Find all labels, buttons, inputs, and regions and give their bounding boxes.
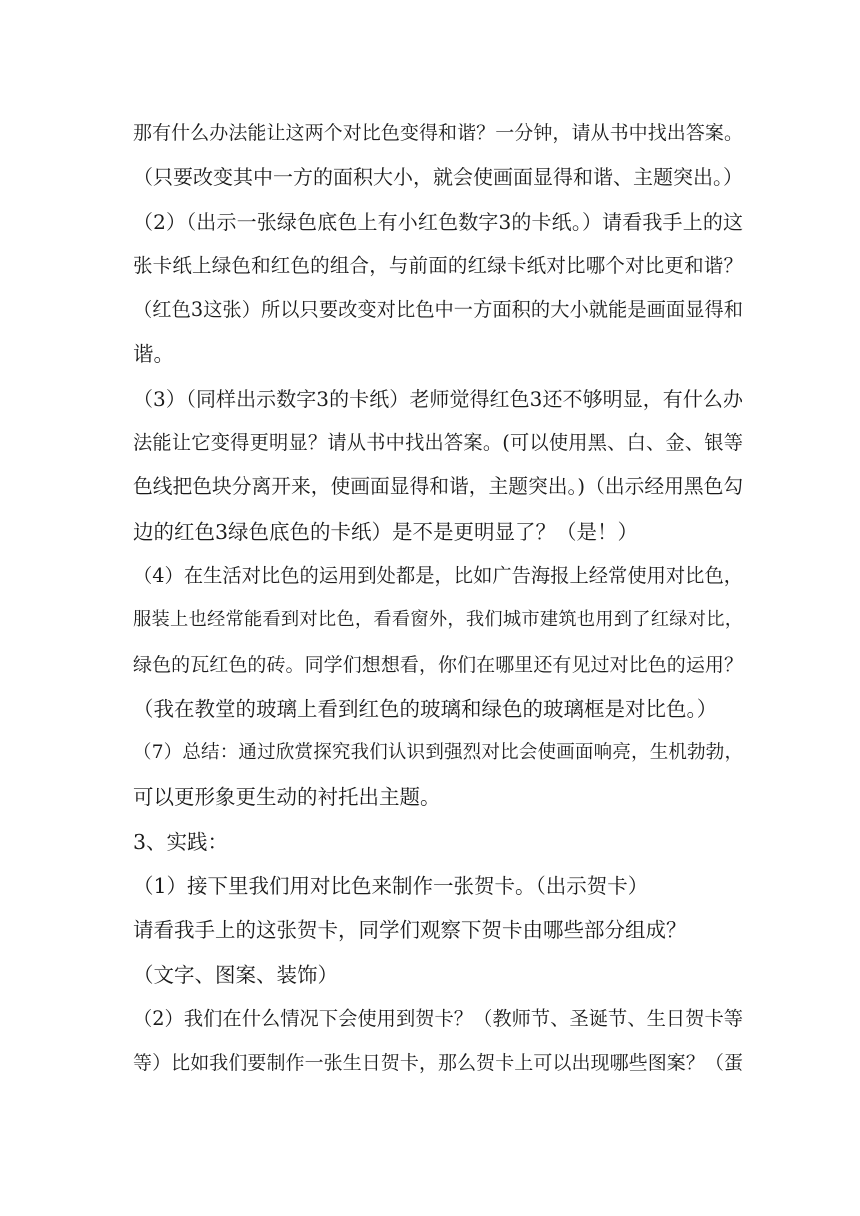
text-line: 绿色的瓦红色的砖。同学们想想看，你们在哪里还有见过对比色的运用？: [133, 653, 743, 676]
text-line: 色线把色块分离开来，使画面显得和谐，主题突出。)（出示经用黑色勾: [133, 475, 744, 499]
text-line: （文字、图案、装饰）: [133, 962, 338, 987]
text-line: （3）（同样出示数字3的卡纸）老师觉得红色3还不够明显，有什么办: [133, 386, 743, 411]
lesson-plan-text: [133, 111, 743, 1086]
text-line: （2）我们在什么情况下会使用到贺卡？（教师节、圣诞节、生日贺卡等: [133, 1006, 743, 1030]
text-line: 请看我手上的这张贺卡，同学们观察下贺卡由哪些部分组成？: [133, 918, 687, 943]
text-line: （4）在生活对比色的运用到处都是，比如广告海报上经常使用对比色，: [133, 563, 743, 587]
text-line: 3、实践：: [133, 829, 229, 854]
text-line: （2）（出示一张绿色底色上有小红色数字3的卡纸。）请看我手上的这: [133, 209, 743, 234]
text-line: 边的红色3绿色底色的卡纸）是不是更明显了？（是！）: [133, 519, 639, 544]
text-line: 张卡纸上绿色和红色的组合，与前面的红绿卡纸对比哪个对比更和谐？: [133, 253, 743, 277]
text-line: 服装上也经常能看到对比色，看看窗外，我们城市建筑也用到了红绿对比，: [133, 609, 743, 631]
text-line: 谐。: [133, 342, 174, 367]
text-line: （只要改变其中一方的面积大小，就会使画面显得和谐、主题突出。）: [133, 165, 743, 190]
text-line: （7）总结：通过欣赏探究我们认识到强烈对比会使画面响亮，生机勃勃，: [133, 742, 743, 764]
text-line: （我在教堂的玻璃上看到红色的玻璃和绿色的玻璃框是对比色。）: [133, 696, 718, 721]
text-line: 等）比如我们要制作一张生日贺卡，那么贺卡上可以出现哪些图案？（蛋: [133, 1052, 743, 1075]
text-line: （1）接下里我们用对比色来制作一张贺卡。（出示贺卡）: [133, 874, 649, 899]
text-line: （红色3这张）所以只要改变对比色中一方面积的大小就能是画面显得和: [133, 298, 743, 322]
text-line: 那有什么办法能让这两个对比色变得和谐？一分钟，请从书中找出答案。: [133, 122, 743, 144]
text-line: 可以更形象更生动的衬托出主题。: [133, 785, 441, 810]
text-line: 法能让它变得更明显？请从书中找出答案。(可以使用黑、白、金、银等: [133, 431, 743, 455]
